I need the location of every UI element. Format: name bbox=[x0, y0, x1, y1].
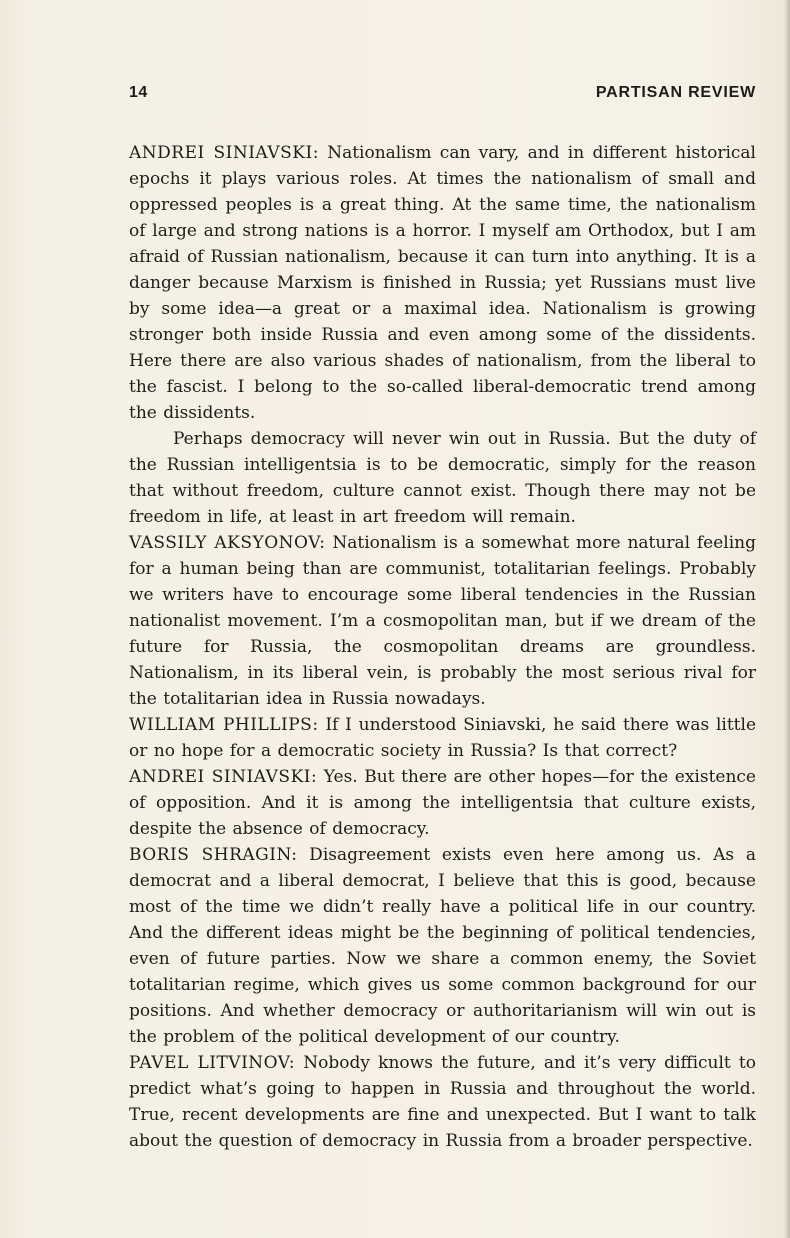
paragraph-text: Nobody knows the future, and it’s very difficult to predict what’s going to happen in Russia and throughout the world. True, recent developments are fine and unexpected. But I want to talk about the question of democracy in Russia from a broader perspective. bbox=[129, 1053, 756, 1151]
speaker-name: ANDREI SINIAVSKI: bbox=[129, 767, 318, 787]
journal-title: PARTISAN REVIEW bbox=[595, 84, 756, 101]
speaker-name: WILLIAM PHILLIPS: bbox=[129, 715, 319, 735]
speaker-name: BORIS SHRAGIN: bbox=[129, 845, 298, 865]
paragraph-text: Nationalism can vary, and in different historical epochs it plays various roles. At times the nationalism of small and oppressed peoples is a great thing. At the same time, the nationalism of large and strong nations is a horror. I myself am Orthodox, but I am afraid of Russian nationalism, because it can turn into anything. It is a danger because Marxism is finished in Russia; yet Russians must live by some idea—a great or a maximal idea. Nationalism is growing stronger both inside Russia and even among some of the dissidents. Here there are also various shades of nationalism, from the liberal to the fascist. I belong to the so-called liberal-democratic trend among the dissidents. bbox=[129, 143, 756, 423]
paragraph bbox=[129, 530, 756, 712]
paragraph bbox=[129, 764, 756, 842]
paragraph bbox=[129, 1050, 756, 1154]
paragraph-text: Disagreement exists even here among us. As a democrat and a liberal democrat, I believe that this is good, because most of the time we didn’t really have a political life in our country. And the different ideas might be the beginning of political tendencies, even of future parties. Now we share a common enemy, the Soviet totalitarian regime, which gives us some common background for our positions. And whether democracy or authoritarianism will win out is the problem of the political development of our country. bbox=[129, 845, 756, 1047]
speaker-name: VASSILY AKSYONOV: bbox=[129, 533, 326, 553]
paragraph bbox=[129, 712, 756, 764]
running-head bbox=[129, 84, 756, 108]
paragraph-text: Yes. But there are other hopes—for the existence of opposition. And it is among the intelligentsia that culture exists, despite the absence of democracy. bbox=[129, 767, 756, 839]
page-edge-shadow bbox=[784, 0, 790, 1238]
speaker-name: ANDREI SINIAVSKI: bbox=[129, 143, 319, 163]
paragraph-text: Nationalism is a somewhat more natural feeling for a human being than are communist, totalitarian feelings. Probably we writers have to encourage some liberal tendencies in the Russian nationalist movement. I’m a cosmopolitan man, but if we dream of the future for Russia, the cosmopolitan dreams are groundless. Nationalism, in its liberal vein, is probably the most serious rival for the totalitarian idea in Russia nowadays. bbox=[129, 533, 756, 709]
paragraph-text: Perhaps democracy will never win out in Russia. But the duty of the Russian intelligentsia is to be democratic, simply for the reason that without freedom, culture cannot exist. Though there may not be freedom in life, at least in art freedom will remain. bbox=[129, 429, 756, 527]
speaker-name: PAVEL LITVINOV: bbox=[129, 1053, 296, 1073]
paragraph bbox=[129, 426, 756, 530]
paragraph bbox=[129, 842, 756, 1050]
paragraph-text: If I understood Siniavski, he said there was little or no hope for a democratic society in Russia? Is that correct? bbox=[129, 715, 757, 761]
paragraph bbox=[129, 140, 756, 426]
page-number: 14 bbox=[129, 84, 148, 101]
article-body bbox=[129, 140, 756, 1154]
